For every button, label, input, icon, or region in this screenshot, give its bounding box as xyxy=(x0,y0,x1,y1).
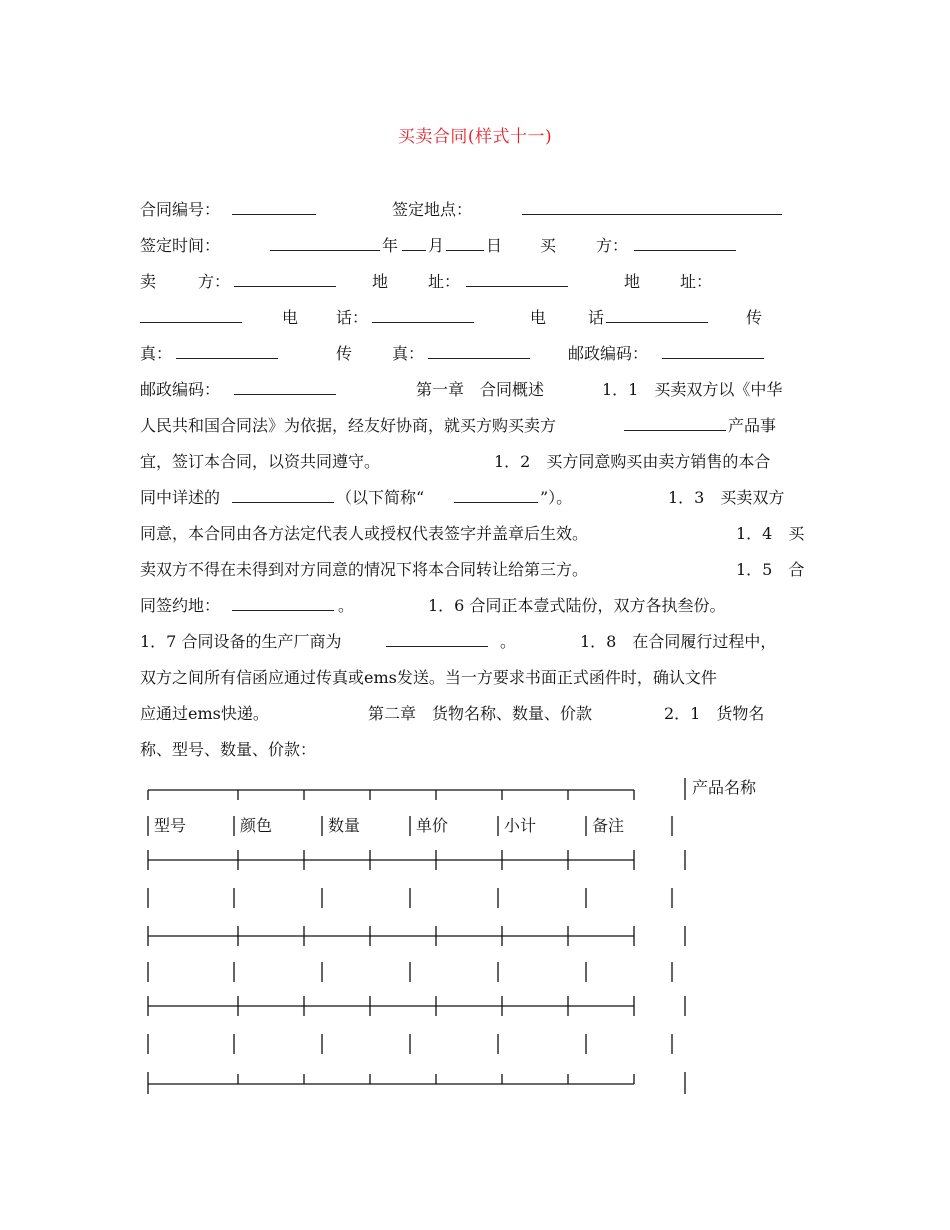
clause-1-5-end: 。 xyxy=(338,596,355,615)
seller-postcode-blank[interactable] xyxy=(662,344,764,364)
buyer-postcode-blank[interactable] xyxy=(234,380,336,400)
clause-1-1-end: 宜，签订本合同，以资共同遵守。 xyxy=(140,452,381,471)
signing-place-label: 签定地点： xyxy=(392,200,473,219)
month-label: 月 xyxy=(428,236,445,255)
clause-1-8-end: 应通过ems快递。 xyxy=(140,704,269,723)
address-label-2b: 址： xyxy=(680,272,713,291)
phone-label-1b: 话： xyxy=(336,308,369,327)
clause-1-1-tail: 产品事 xyxy=(728,416,777,435)
clause-1-1-start: 1．1 买卖双方以《中华 xyxy=(602,380,783,399)
header-product-name: 产品名称 xyxy=(692,778,757,797)
fax-label-1a: 传 xyxy=(746,308,763,327)
contract-number-blank[interactable] xyxy=(232,200,316,220)
clause-1-6: 1．6 合同正本壹式陆份，双方各执叁份。 xyxy=(428,596,726,615)
seller-label-2: 方： xyxy=(198,272,231,291)
contract-number-label: 合同编号： xyxy=(140,200,221,219)
day-blank[interactable] xyxy=(446,236,484,256)
manufacturer-blank[interactable] xyxy=(386,632,488,652)
seller-label-1: 卖 xyxy=(140,272,157,291)
postcode-label-1: 邮政编码： xyxy=(568,344,649,363)
header-subtotal: 小计 xyxy=(504,816,537,835)
clause-1-2-end: ”）。 xyxy=(540,488,573,507)
goods-table xyxy=(140,770,757,1100)
clause-1-2-text: 同中详述的 xyxy=(140,488,221,507)
buyer-label-2: 方： xyxy=(596,236,629,255)
seller-address-blank[interactable] xyxy=(466,272,568,292)
fax-label-2a: 传 xyxy=(336,344,353,363)
clause-1-8-text: 双方之间所有信函应通过传真或ems发送。当一方要求书面正式函件时，确认文件 xyxy=(140,668,717,687)
clause-1-5-text: 同签约地： xyxy=(140,596,221,615)
clause-1-2-start: 1．2 买方同意购买由卖方销售的本合 xyxy=(494,452,771,471)
clause-1-1-text: 人民共和国合同法》为依据，经友好协商，就买方购买卖方 xyxy=(140,416,557,435)
postcode-label-2: 邮政编码： xyxy=(140,380,221,399)
phone-label-1a: 电 xyxy=(282,308,299,327)
month-blank[interactable] xyxy=(402,236,426,256)
header-remarks: 备注 xyxy=(592,816,625,835)
seller-fax-blank[interactable] xyxy=(176,344,278,364)
clause-1-7-end: 。 xyxy=(500,632,517,651)
product-blank[interactable] xyxy=(624,416,726,436)
buyer-fax-blank[interactable] xyxy=(428,344,530,364)
clause-1-4-start: 1．4 买 xyxy=(736,524,805,543)
clause-1-8-start: 1．8 在合同履行过程中， xyxy=(580,632,777,651)
signing-site-blank[interactable] xyxy=(232,596,334,616)
address-label-1a: 地 xyxy=(372,272,389,291)
document-title: 买卖合同(样式十一) xyxy=(397,127,553,147)
clause-1-4-text: 卖双方不得在未得到对方同意的情况下将本合同转让给第三方。 xyxy=(140,560,589,579)
signing-place-blank[interactable] xyxy=(522,200,782,220)
chapter-2-heading: 第二章 货物名称、数量、价款 xyxy=(368,704,593,723)
clause-1-7-text: 1．7 合同设备的生产厂商为 xyxy=(140,632,342,651)
clause-1-5-start: 1．5 合 xyxy=(736,560,805,579)
clause-1-3-text: 同意，本合同由各方法定代表人或授权代表签字并盖章后生效。 xyxy=(140,524,589,543)
buyer-label-1: 买 xyxy=(540,236,557,255)
year-blank[interactable] xyxy=(270,236,380,256)
phone-label-2b: 话 xyxy=(588,308,605,327)
header-quantity: 数量 xyxy=(328,816,361,835)
phone-label-2a: 电 xyxy=(530,308,547,327)
clause-1-2-short-name: （以下简称“ xyxy=(336,488,425,507)
address-label-2a: 地 xyxy=(624,272,641,291)
clause-1-3-start: 1．3 买卖双方 xyxy=(668,488,785,507)
seller-phone-blank[interactable] xyxy=(372,308,474,328)
chapter-1-heading: 第一章 合同概述 xyxy=(416,380,545,399)
buyer-address-blank[interactable] xyxy=(140,308,242,328)
signing-date-label: 签定时间： xyxy=(140,236,221,255)
clause-2-1-text: 称、型号、数量、价款： xyxy=(140,740,317,759)
header-model: 型号 xyxy=(154,816,187,835)
seller-blank[interactable] xyxy=(234,272,336,292)
header-color: 颜色 xyxy=(240,816,273,835)
clause-2-1-start: 2．1 货物名 xyxy=(664,704,765,723)
fax-label-1b: 真： xyxy=(140,344,173,363)
buyer-blank[interactable] xyxy=(634,236,736,256)
header-unit-price: 单价 xyxy=(416,816,449,835)
address-label-1b: 址： xyxy=(428,272,461,291)
short-name-blank[interactable] xyxy=(454,488,538,508)
goods-blank[interactable] xyxy=(232,488,334,508)
buyer-phone-blank[interactable] xyxy=(606,308,708,328)
day-label: 日 xyxy=(486,236,503,255)
fax-label-2b: 真： xyxy=(392,344,425,363)
year-label: 年 xyxy=(382,236,399,255)
